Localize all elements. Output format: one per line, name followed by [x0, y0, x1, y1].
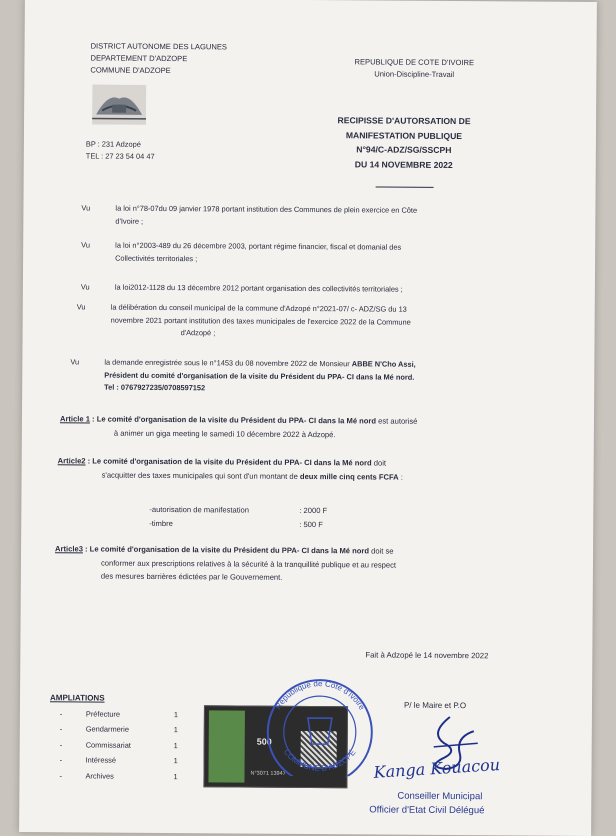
stamp-value: 500	[256, 736, 272, 747]
article-1	[60, 412, 560, 442]
article-text: doit se	[371, 546, 394, 556]
article-label: Article2	[57, 456, 86, 466]
ampliation-recipient: Préfecture	[85, 708, 121, 719]
fee-row	[149, 517, 449, 533]
ampliation-count: 1	[173, 709, 179, 719]
vu-line: la demande enregistrée sous le n°1453 du 08 novembre 2022 de Monsieur	[104, 357, 350, 369]
stamp-serial: N°3071 13947	[250, 770, 286, 777]
article-text: est autorisé	[378, 416, 418, 426]
district-name: DISTRICT AUTONOME DES LAGUNES	[90, 41, 228, 52]
fee-list	[149, 503, 449, 533]
article-text: conformer aux prescriptions relatives à la sécurité à la tranquillité publique et au respect	[100, 558, 397, 570]
vu-line: la loi n°78-07du 09 janvier 1978 portant institution des Communes de plein exercice en Côte	[115, 203, 418, 215]
article-text: : Le comité d'organisation de la visite du Président du PPA- CI dans la	[85, 544, 338, 556]
vu-label: Vu	[76, 302, 86, 312]
svg-text:COMMUNE D'ADZOPÉ	[282, 747, 358, 773]
municipal-seal-icon	[255, 670, 384, 777]
national-motto: Union-Discipline-Travail	[374, 69, 455, 80]
signatory-role: Conseiller Municipal	[397, 790, 483, 803]
ampliation-count: 1	[173, 725, 178, 735]
fee-label: -autorisation de manifestation	[149, 504, 250, 515]
article-text: doit	[373, 458, 387, 468]
vu-line: novembre 2021 portant institution des taxes municipales de l'exercice 2022 de la Commune	[110, 315, 411, 327]
article-text: Mé nord	[342, 458, 372, 468]
ampliation-count: 1	[173, 756, 178, 766]
seal-arc-text: République de Côte d'Ivoire	[273, 679, 367, 712]
ampliation-row: - Commissariat 1	[50, 737, 210, 754]
vu-label: Vu	[80, 282, 90, 292]
applicant-name: ABBE N'Cho Assi,	[351, 359, 416, 369]
ampliation-recipient: Archives	[85, 770, 114, 781]
issuing-authority	[90, 40, 227, 77]
article-3	[55, 542, 565, 586]
article-text: à animer un giga meeting le samedi 10 décembre 2022 à Adzopé.	[113, 428, 336, 439]
department-name: DEPARTEMENT D'ADZOPE	[90, 53, 188, 64]
place-and-date: Fait à Adzopé le 14 novembre 2022	[365, 650, 489, 661]
article-2	[58, 454, 558, 484]
seal-bottom-text: COMMUNE D'ADZOPÉ	[281, 747, 358, 774]
fee-amount: : 500 F	[299, 519, 323, 530]
article-label: Article 1	[59, 414, 90, 424]
ampliation-count: 1	[173, 771, 178, 781]
article-text: Mé nord	[339, 546, 370, 556]
fee-amount: : 2000 F	[299, 505, 328, 516]
ampliations-title: AMPLIATIONS	[50, 693, 105, 703]
total-amount: deux mille cinq cents FCFA	[299, 471, 399, 482]
title-underline	[376, 186, 434, 187]
vu-label: Vu	[81, 203, 91, 213]
vu-line: Président du comité d'organisation de la visite du Président du PPA- CI dans la Mé nord.	[104, 370, 415, 382]
ampliation-recipient: Commissariat	[85, 739, 131, 750]
article-text: s'acquitter des taxes municipales qui sont d'un montant de	[101, 470, 298, 481]
reference-number: N°94/C-ADZ/SG/SSCPH	[356, 144, 452, 155]
article-text: Mé nord	[346, 416, 377, 426]
signatory-role: Officier d'Etat Civil Délégué	[369, 804, 485, 817]
vu-line: d'Adzopé ;	[180, 328, 216, 338]
commune-name: COMMUNE D'ADZOPE	[90, 65, 171, 76]
ampliation-row: - Intéressé 1	[50, 752, 210, 769]
republic-header	[354, 56, 474, 81]
article-text: des mesures barrières édictées par le Gouvernement.	[100, 571, 283, 582]
postal-box: BP : 231 Adzopé	[85, 139, 141, 149]
article-text: :	[400, 472, 403, 482]
commune-emblem-icon	[92, 84, 146, 124]
ampliation-row: - Gendarmerie 1	[50, 721, 210, 738]
vu-line: la loi n°2003-489 du 26 décembre 2003, portant régime financier, fiscal et domanial des	[115, 240, 402, 252]
fee-label: -timbre	[149, 518, 173, 529]
article-text: : Le comité d'organisation de la visite du Président du PPA- CI dans la	[92, 414, 345, 426]
vu-line: la délibération du conseil municipal de la commune d'Adzopé n°2021-07/ c- ADZ/SG du 13	[110, 302, 407, 314]
document-page	[19, 0, 597, 836]
ampliation-row: - Archives 1	[49, 768, 209, 785]
contact-block	[86, 138, 155, 162]
vu-line: d'Ivoire ;	[115, 216, 144, 226]
stamp-flag-icon	[208, 710, 245, 782]
signature-preamble: P/ le Maire et P.O	[403, 700, 467, 711]
vu-label: Vu	[70, 357, 80, 367]
vu-label: Vu	[81, 240, 90, 250]
signatory-name: Kanga Kouacou	[373, 754, 501, 782]
ampliation-recipient: Intéressé	[85, 755, 117, 765]
ampliation-count: 1	[173, 740, 178, 750]
document-title	[294, 113, 514, 173]
title-line-1: RECIPISSE D'AUTORSATION DE	[337, 115, 471, 127]
article-label: Article3	[55, 544, 83, 554]
ampliations-list	[49, 690, 210, 784]
title-line-2: MANIFESTATION PUBLIQUE	[345, 129, 463, 141]
svg-text:République de Côte d'Ivoire	[273, 679, 366, 712]
article-text: : Le comité d'organisation de la visite du Président du PPA- CI dans la	[87, 456, 341, 468]
vu-line: la loi2012-1128 du 13 décembre 2012 portant organisation des collectivités territoriales ;	[114, 282, 403, 294]
ampliation-recipient: Gendarmerie	[85, 724, 129, 734]
ampliation-row: - Préfecture 1	[50, 706, 210, 723]
republic-name: REPUBLIQUE DE COTE D'IVOIRE	[354, 57, 475, 68]
phone-number: TEL : 27 23 54 04 47	[85, 151, 155, 161]
title-date: DU 14 NOVEMBRE 2022	[354, 158, 453, 170]
applicant-phone: Tel : 0767927235/0708597152	[104, 382, 206, 393]
vu-line: Collectivités territoriales ;	[115, 253, 198, 263]
